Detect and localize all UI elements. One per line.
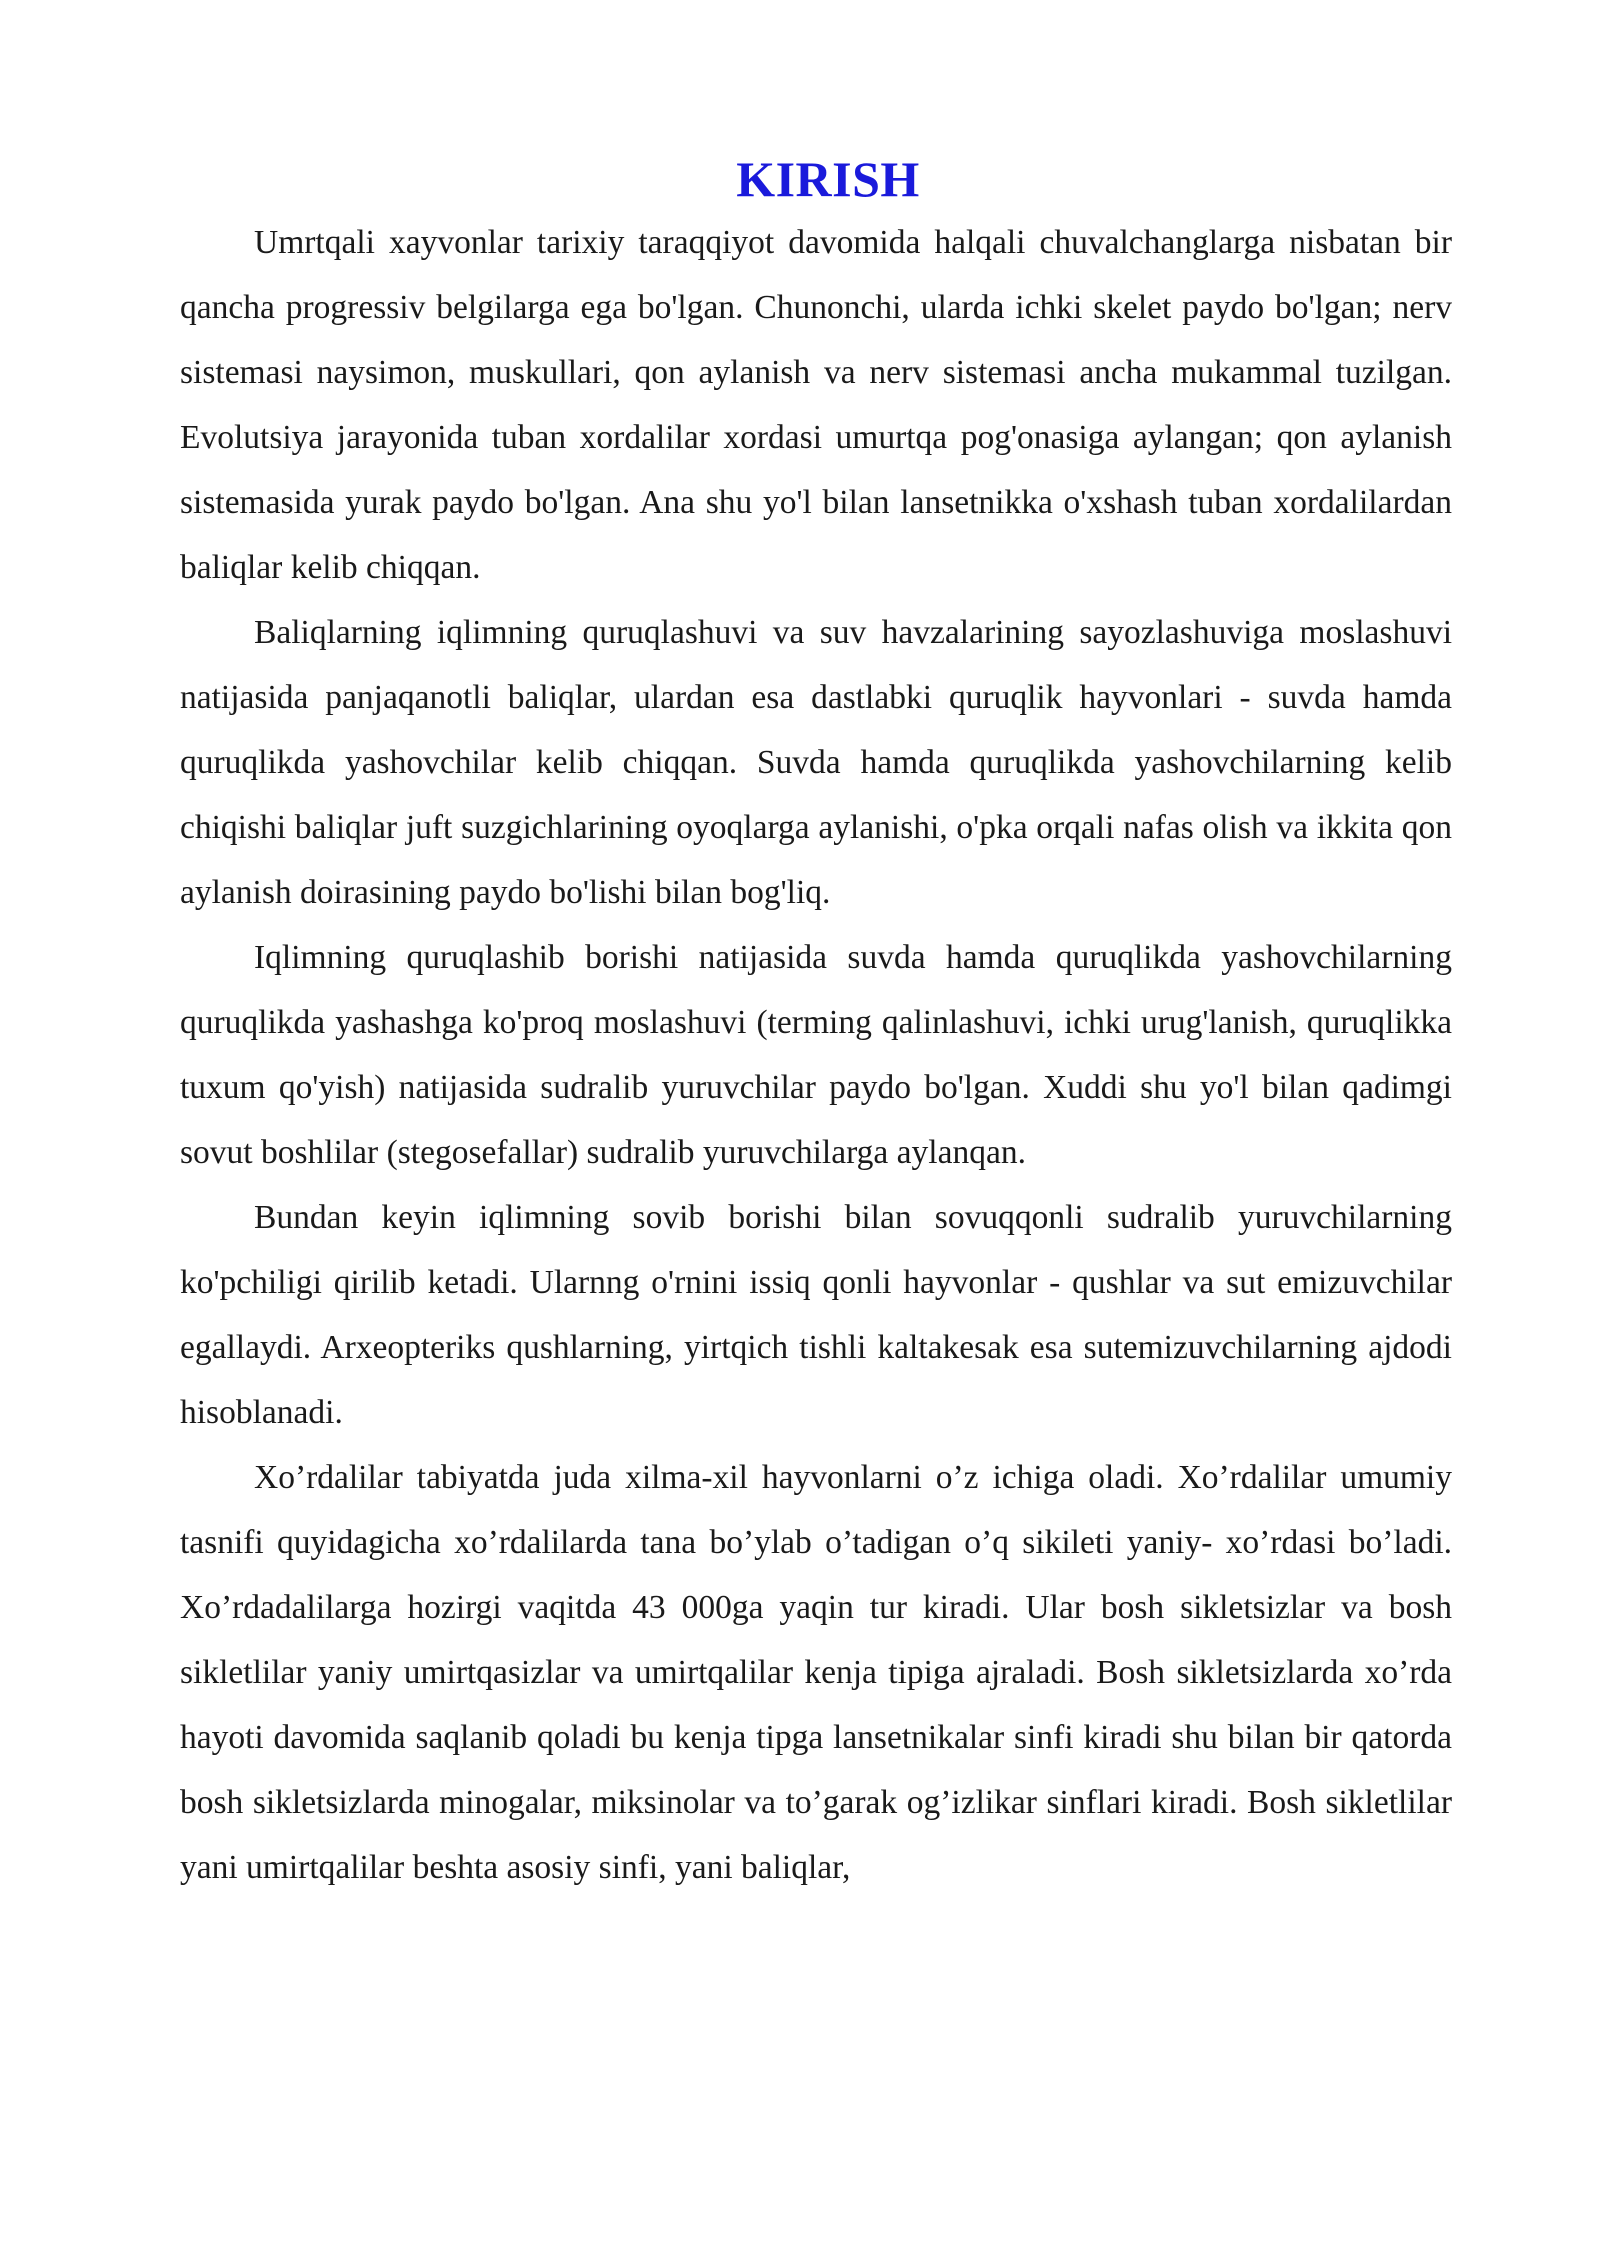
paragraph-3: Iqlimning quruqlashib borishi natijasida suvda hamda quruqlikda yashovchilarning quruqlikda yashashga ko'proq moslashuvi (terming qalinlashuvi, ichki urug'lanish, quruqlikka tuxum qo'yish) natijasida sudralib yuruvchilar paydo bo'lgan. Xuddi shu yo'l bilan qadimgi sovut boshlilar (stegosefallar) sudralib yuruvchilarga aylanqan.	[180, 939, 1452, 1171]
paragraph-5: Xo’rdalilar tabiyatda juda xilma-xil hayvonlarni o’z ichiga oladi. Xo’rdalilar umumiy tasnifi quyidagicha xo’rdalilarda tana bo’ylab o’tadigan o’q sikileti yaniy- xo’rdasi bo’ladi. Xo’rdadalilarga hozirgi vaqitda 43 000ga yaqin tur kiradi. Ular bosh sikletsizlar va bosh sikletlilar yaniy umirtqasizlar va umirtqalilar kenja tipiga ajraladi. Bosh sikletsizlarda xo’rda hayoti davomida saqlanib qoladi bu kenja tipga lansetnikalar sinfi kiradi shu bilan bir qatorda bosh sikletsizlarda minogalar, miksinolar va to’garak og’izlikar sinflari kiradi. Bosh sikletlilar yani umirtqalilar beshta asosiy sinfi, yani baliqlar,	[180, 1459, 1452, 1886]
paragraph-2: Baliqlarning iqlimning quruqlashuvi va suv havzalarining sayozlashuviga moslashuvi natijasida panjaqanotli baliqlar, ulardan esa dastlabki quruqlik hayvonlari - suvda hamda quruqlikda yashovchilar kelib chiqqan. Suvda hamda quruqlikda yashovchilarning kelib chiqishi baliqlar juft suzgichlarining oyoqlarga aylanishi, o'pka orqali nafas olish va ikkita qon aylanish doirasining paydo bo'lishi bilan bog'liq.	[180, 614, 1452, 911]
paragraph-1: Umrtqali xayvonlar tarixiy taraqqiyot davomida halqali chuvalchanglarga nisbatan bir qancha progressiv belgilarga ega bo'lgan. Chunonchi, ularda ichki skelet paydo bo'lgan; nerv sistemasi naysimon, muskullari, qon aylanish va nerv sistemasi ancha mukammal tuzilgan. Evolutsiya jarayonida tuban xordalilar xordasi umurtqa pog'onasiga aylangan; qon aylanish sistemasida yurak paydo bo'lgan. Ana shu yo'l bilan lansetnikka o'xshash tuban xordalilardan baliqlar kelib chiqqan.	[180, 224, 1452, 586]
paragraph-4: Bundan keyin iqlimning sovib borishi bilan sovuqqonli sudralib yuruvchilarning ko'pchiligi qirilib ketadi. Ularnng o'rnini issiq qonli hayvonlar - qushlar va sut emizuvchilar egallaydi. Arxeopteriks qushlarning, yirtqich tishli kaltakesak esa sutemizuvchilarning ajdodi hisoblanadi.	[180, 1199, 1452, 1431]
document-title: KIRISH	[736, 151, 920, 207]
document-page	[180, 150, 1452, 1900]
